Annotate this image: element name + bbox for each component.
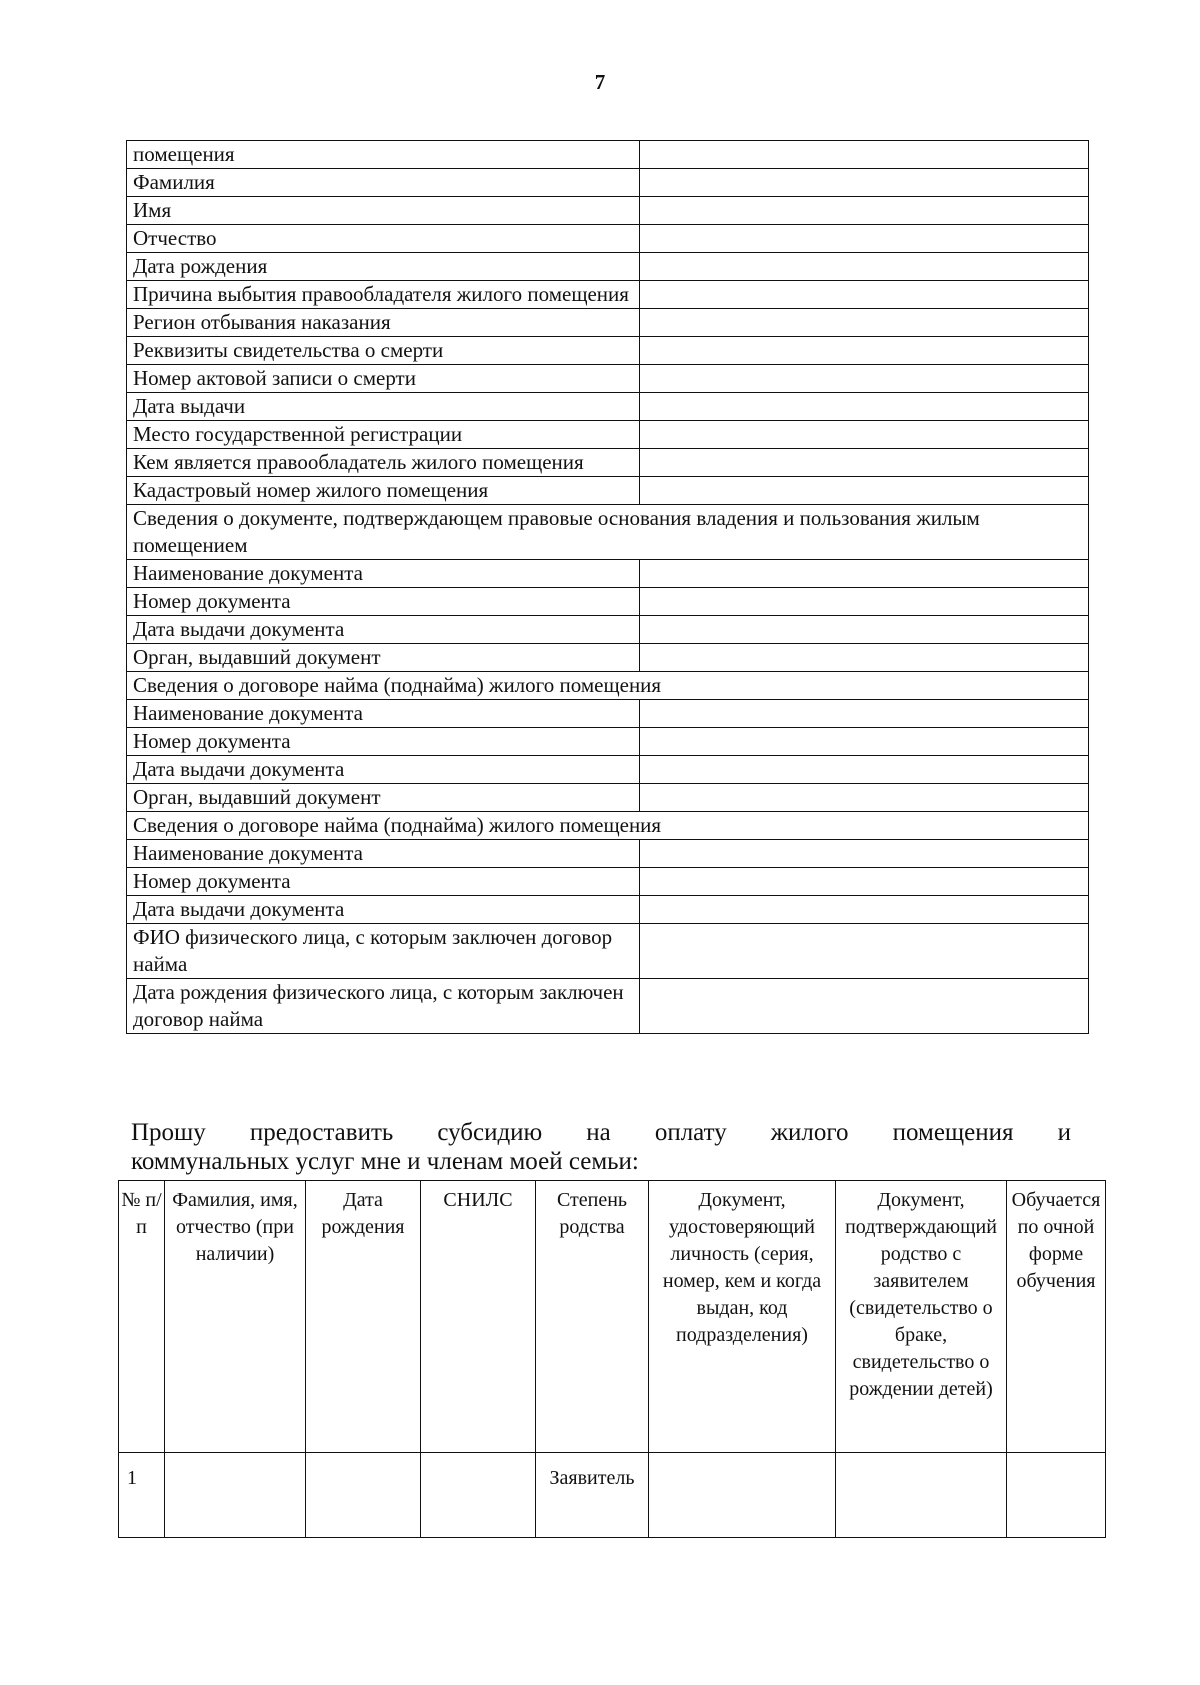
request-word: субсидию	[437, 1119, 543, 1146]
form-field-label: Место государственной регистрации	[127, 421, 640, 449]
request-line-2: коммунальных услуг мне и членам моей семьи:	[131, 1148, 639, 1175]
form-row	[127, 337, 1089, 365]
form-field-value[interactable]	[640, 868, 1089, 896]
form-field-label: Имя	[127, 197, 640, 225]
form-field-label: Наименование документа	[127, 560, 640, 588]
form-field-value[interactable]	[640, 560, 1089, 588]
form-row	[127, 728, 1089, 756]
family-table-cell[interactable]	[306, 1453, 421, 1538]
family-table-cell[interactable]	[421, 1453, 536, 1538]
form-field-value[interactable]	[640, 253, 1089, 281]
form-field-label: Номер документа	[127, 868, 640, 896]
request-word: на	[586, 1119, 611, 1146]
request-word: жилого	[770, 1119, 849, 1146]
family-table-header-cell: СНИЛС	[421, 1181, 536, 1453]
family-table-cell: 1	[119, 1453, 165, 1538]
family-table-header-cell: Документ, удостоверяющий личность (серия, номер, кем и когда выдан, код подразделения)	[649, 1181, 836, 1453]
form-row	[127, 393, 1089, 421]
form-field-label: Орган, выдавший документ	[127, 644, 640, 672]
form-field-value[interactable]	[640, 281, 1089, 309]
form-field-label: Номер документа	[127, 728, 640, 756]
form-row	[127, 365, 1089, 393]
form-field-label: Реквизиты свидетельства о смерти	[127, 337, 640, 365]
form-field-value[interactable]	[640, 477, 1089, 505]
form-row	[127, 225, 1089, 253]
request-word: оплату	[654, 1119, 727, 1146]
form-field-label: Кадастровый номер жилого помещения	[127, 477, 640, 505]
form-row	[127, 449, 1089, 477]
form-row	[127, 700, 1089, 728]
form-field-value[interactable]	[640, 337, 1089, 365]
form-section-label: Сведения о документе, подтверждающем правовые основания владения и пользования жилым помещением	[127, 505, 1089, 560]
page-number: 7	[594, 70, 606, 94]
family-table-header-cell: Степень родства	[536, 1181, 649, 1453]
form-row	[127, 309, 1089, 337]
form-field-label: Дата рождения физического лица, с которым заключен договор найма	[127, 979, 640, 1034]
applicant-info-table	[126, 140, 1089, 1034]
request-word: предоставить	[249, 1119, 394, 1146]
form-row	[127, 141, 1089, 169]
request-paragraph	[131, 1118, 1071, 1176]
form-field-label: Дата выдачи документа	[127, 756, 640, 784]
request-word: помещения	[892, 1119, 1014, 1146]
form-field-label: Наименование документа	[127, 840, 640, 868]
form-field-value[interactable]	[640, 169, 1089, 197]
form-row	[127, 421, 1089, 449]
form-field-label: Причина выбытия правообладателя жилого помещения	[127, 281, 640, 309]
form-field-value[interactable]	[640, 700, 1089, 728]
family-table-header-cell: Документ, подтверждающий родство с заявителем (свидетельство о браке, свидетельство о рождении детей)	[836, 1181, 1007, 1453]
form-field-value[interactable]	[640, 421, 1089, 449]
form-section-row	[127, 505, 1089, 560]
request-word: и	[1057, 1119, 1071, 1146]
family-table-header-cell: № п/п	[119, 1181, 165, 1453]
form-field-value[interactable]	[640, 393, 1089, 421]
family-table-cell[interactable]	[165, 1453, 306, 1538]
form-field-value[interactable]	[640, 197, 1089, 225]
form-row	[127, 644, 1089, 672]
form-field-value[interactable]	[640, 588, 1089, 616]
form-section-label: Сведения о договоре найма (поднайма) жилого помещения	[127, 672, 1089, 700]
form-field-label: помещения	[127, 141, 640, 169]
form-field-value[interactable]	[640, 784, 1089, 812]
form-field-value[interactable]	[640, 644, 1089, 672]
form-field-value[interactable]	[640, 449, 1089, 477]
form-field-label: Дата рождения	[127, 253, 640, 281]
form-row	[127, 560, 1089, 588]
family-members-table	[118, 1180, 1106, 1538]
family-table-cell: Заявитель	[536, 1453, 649, 1538]
family-table-header-cell: Обучается по очной форме обучения	[1007, 1181, 1106, 1453]
form-field-value[interactable]	[640, 365, 1089, 393]
form-row	[127, 588, 1089, 616]
form-field-label: Номер документа	[127, 588, 640, 616]
form-row	[127, 281, 1089, 309]
family-table-cell[interactable]	[1007, 1453, 1106, 1538]
form-field-label: Номер актовой записи о смерти	[127, 365, 640, 393]
form-row	[127, 477, 1089, 505]
form-row	[127, 868, 1089, 896]
form-field-value[interactable]	[640, 924, 1089, 979]
form-field-value[interactable]	[640, 309, 1089, 337]
family-table-header-cell: Дата рождения	[306, 1181, 421, 1453]
form-field-label: Дата выдачи	[127, 393, 640, 421]
form-row	[127, 979, 1089, 1034]
form-field-value[interactable]	[640, 141, 1089, 169]
form-field-value[interactable]	[640, 979, 1089, 1034]
form-section-row	[127, 812, 1089, 840]
family-table-header-cell: Фамилия, имя, отчество (при наличии)	[165, 1181, 306, 1453]
family-table-cell[interactable]	[649, 1453, 836, 1538]
form-section-row	[127, 672, 1089, 700]
form-row	[127, 896, 1089, 924]
form-field-label: Орган, выдавший документ	[127, 784, 640, 812]
form-row	[127, 756, 1089, 784]
form-field-value[interactable]	[640, 840, 1089, 868]
form-field-label: ФИО физического лица, с которым заключен договор найма	[127, 924, 640, 979]
request-line-1	[131, 1118, 1071, 1147]
form-row	[127, 253, 1089, 281]
family-table-header-row	[119, 1181, 1106, 1453]
form-row	[127, 840, 1089, 868]
form-row	[127, 616, 1089, 644]
form-row	[127, 784, 1089, 812]
form-field-value[interactable]	[640, 896, 1089, 924]
form-field-label: Кем является правообладатель жилого помещения	[127, 449, 640, 477]
request-word: Прошу	[131, 1119, 206, 1146]
form-field-label: Дата выдачи документа	[127, 896, 640, 924]
form-row	[127, 924, 1089, 979]
family-table-cell[interactable]	[836, 1453, 1007, 1538]
form-field-label: Регион отбывания наказания	[127, 309, 640, 337]
form-field-value[interactable]	[640, 728, 1089, 756]
form-field-label: Фамилия	[127, 169, 640, 197]
form-field-value[interactable]	[640, 225, 1089, 253]
form-field-label: Отчество	[127, 225, 640, 253]
table-row	[119, 1453, 1106, 1538]
form-row	[127, 197, 1089, 225]
form-field-value[interactable]	[640, 756, 1089, 784]
form-field-label: Наименование документа	[127, 700, 640, 728]
form-field-value[interactable]	[640, 616, 1089, 644]
form-section-label: Сведения о договоре найма (поднайма) жилого помещения	[127, 812, 1089, 840]
form-field-label: Дата выдачи документа	[127, 616, 640, 644]
form-row	[127, 169, 1089, 197]
